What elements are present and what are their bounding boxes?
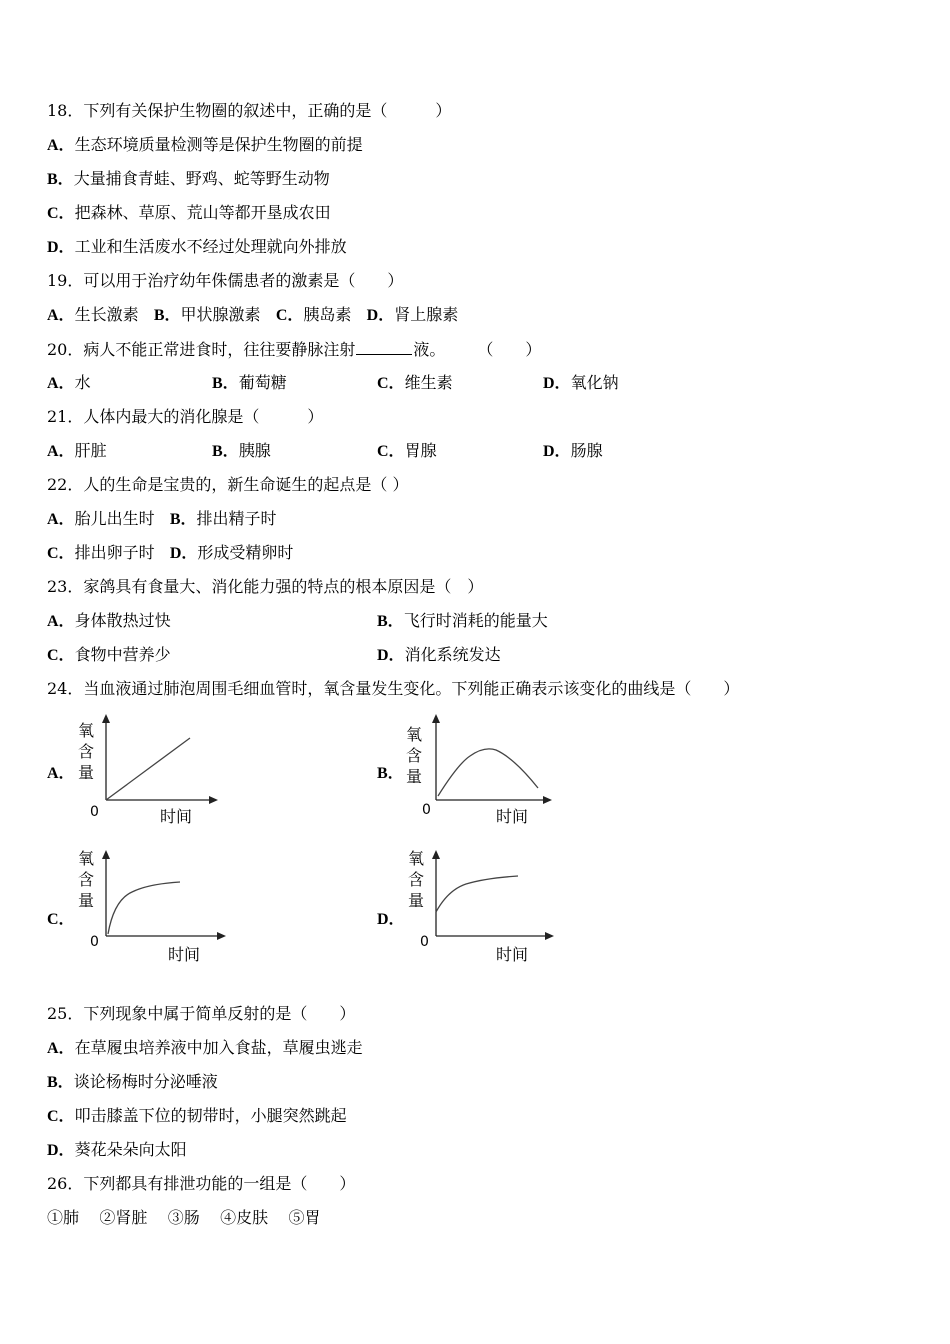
option-text: 水 — [74, 373, 91, 392]
option-letter: C． — [47, 205, 75, 222]
fill-blank — [356, 339, 412, 355]
origin-label: 0 — [422, 802, 431, 818]
option-letter: D． — [47, 239, 75, 256]
option-text: 胃腺 — [404, 441, 437, 460]
option-letter: C． — [47, 1108, 75, 1125]
y-label-char: 含 — [78, 870, 95, 889]
option-text: 排出卵子时 — [74, 543, 155, 562]
graph-b — [402, 712, 562, 832]
q20-option-c — [377, 373, 453, 393]
y-label-char: 含 — [406, 746, 423, 765]
list-item: ③肠 — [167, 1208, 200, 1227]
question-23-stem: 23．家鸽具有食量大、消化能力强的特点的根本原因是（ ） — [47, 577, 484, 596]
question-19-stem: 19．可以用于治疗幼年侏儒患者的激素是（ ） — [47, 271, 404, 290]
option-text: 氧化钠 — [570, 373, 619, 392]
q25-option-d — [47, 1140, 187, 1160]
option-letter: B． — [169, 511, 197, 528]
option-text: 形成受精卵时 — [197, 543, 294, 562]
option-text: 工业和生活废水不经过处理就向外排放 — [74, 237, 347, 256]
q20-option-a — [47, 373, 91, 393]
y-label-char: 量 — [408, 891, 425, 910]
graph-d — [402, 842, 562, 970]
q23-option-d — [377, 645, 501, 665]
q21-option-d — [543, 441, 603, 461]
option-text: 把森林、草原、荒山等都开垦成农田 — [74, 203, 331, 222]
curve-a — [106, 738, 190, 800]
y-label-char: 量 — [78, 763, 95, 782]
curve-c — [108, 882, 180, 934]
option-letter: D． — [169, 545, 198, 562]
option-letter: B． — [153, 307, 181, 324]
option-letter: B． — [212, 375, 239, 392]
option-text: 胰腺 — [238, 441, 271, 460]
q23-option-c — [47, 645, 171, 665]
option-text: 胰岛素 — [303, 305, 352, 324]
option-text: 生态环境质量检测等是保护生物圈的前提 — [74, 135, 363, 154]
q20-option-b — [212, 373, 287, 393]
option-letter: C． — [377, 375, 405, 392]
question-20-stem — [47, 339, 541, 359]
y-label-char: 氧 — [406, 725, 423, 744]
option-text: 谈论杨梅时分泌唾液 — [73, 1072, 218, 1091]
question-21-stem: 21．人体内最大的消化腺是（ ） — [47, 407, 324, 426]
question-24-stem: 24．当血液通过肺泡周围毛细血管时，氧含量发生变化。下列能正确表示该变化的曲线是（ ） — [47, 679, 740, 698]
option-letter: C． — [47, 647, 75, 664]
origin-label: 0 — [90, 804, 99, 820]
option-letter: D． — [543, 375, 571, 392]
list-item: ⑤胃 — [288, 1208, 321, 1227]
option-letter: A． — [47, 1040, 75, 1057]
option-letter: D． — [377, 647, 405, 664]
option-letter: C． — [47, 545, 75, 562]
q21-option-a — [47, 441, 107, 461]
option-letter: B． — [377, 613, 404, 630]
graph-c-letter: C． — [47, 911, 75, 928]
option-text: 身体散热过快 — [74, 611, 171, 630]
option-letter: B． — [47, 1074, 74, 1091]
q25-option-b — [47, 1072, 218, 1092]
graph-d-letter: D． — [377, 911, 405, 928]
x-label: 时间 — [496, 807, 529, 826]
graph-a — [72, 712, 232, 832]
option-text: 飞行时消耗的能量大 — [403, 611, 548, 630]
x-label: 时间 — [160, 807, 193, 826]
y-label-char: 氧 — [408, 849, 425, 868]
q21-option-c — [377, 441, 437, 461]
q18-option-d — [47, 237, 347, 257]
option-letter: A． — [47, 375, 75, 392]
option-text: 胎儿出生时 — [74, 509, 155, 528]
option-letter: B． — [47, 171, 74, 188]
y-label-char: 含 — [78, 742, 95, 761]
option-text: 肠腺 — [570, 441, 603, 460]
y-label-char: 含 — [408, 870, 425, 889]
q23-option-b — [377, 611, 548, 631]
question-18-stem: 18．下列有关保护生物圈的叙述中，正确的是（ ） — [47, 101, 452, 120]
x-label: 时间 — [496, 945, 529, 964]
option-text: 叩击膝盖下位的韧带时，小腿突然跳起 — [74, 1106, 347, 1125]
list-item: ②肾脏 — [99, 1208, 148, 1227]
curve-d — [436, 876, 518, 912]
graph-c — [72, 842, 232, 970]
q21-option-b — [212, 441, 271, 461]
q22-options-row-1 — [47, 509, 277, 529]
question-26-stem: 26．下列都具有排泄功能的一组是（ ） — [47, 1174, 356, 1193]
graph-a-letter: A． — [47, 765, 75, 782]
option-letter: D． — [47, 1142, 75, 1159]
option-letter: A． — [47, 511, 75, 528]
option-text: 维生素 — [404, 373, 453, 392]
option-letter: B． — [212, 443, 239, 460]
q23-option-a — [47, 611, 171, 631]
q18-option-c — [47, 203, 331, 223]
option-text: 排出精子时 — [196, 509, 277, 528]
q22-options-row-2 — [47, 543, 293, 563]
q18-option-b — [47, 169, 330, 189]
origin-label: 0 — [420, 934, 429, 950]
option-letter: A． — [47, 137, 75, 154]
y-label-char: 氧 — [78, 721, 95, 740]
option-text: 食物中营养少 — [74, 645, 171, 664]
list-item: ④皮肤 — [220, 1208, 269, 1227]
option-text: 肾上腺素 — [394, 305, 459, 324]
list-item: ①肺 — [47, 1208, 80, 1227]
option-text: 在草履虫培养液中加入食盐，草履虫逃走 — [74, 1038, 363, 1057]
q18-option-a — [47, 135, 363, 155]
stem-text: 20．病人不能正常进食时，往往要静脉注射 — [47, 340, 356, 359]
stem-text: 液。 （ ） — [413, 340, 542, 359]
option-text: 葡萄糖 — [238, 373, 287, 392]
option-letter: D． — [543, 443, 571, 460]
option-text: 甲状腺激素 — [180, 305, 261, 324]
option-text: 消化系统发达 — [404, 645, 501, 664]
option-text: 肝脏 — [74, 441, 107, 460]
option-letter: A． — [47, 307, 75, 324]
q26-items-row — [47, 1208, 320, 1228]
option-letter: D． — [366, 307, 395, 324]
q20-option-d — [543, 373, 619, 393]
option-letter: A． — [47, 613, 75, 630]
y-label-char: 量 — [78, 891, 95, 910]
option-text: 生长激素 — [74, 305, 139, 324]
q25-option-a — [47, 1038, 363, 1058]
q19-options-row — [47, 305, 458, 325]
curve-b — [438, 749, 538, 796]
option-letter: A． — [47, 443, 75, 460]
option-text: 大量捕食青蛙、野鸡、蛇等野生动物 — [73, 169, 330, 188]
x-label: 时间 — [168, 945, 201, 964]
y-label-char: 氧 — [78, 849, 95, 868]
option-letter: C． — [377, 443, 405, 460]
option-text: 葵花朵朵向太阳 — [74, 1140, 187, 1159]
question-25-stem: 25．下列现象中属于简单反射的是（ ） — [47, 1004, 356, 1023]
q25-option-c — [47, 1106, 347, 1126]
question-22-stem: 22．人的生命是宝贵的，新生命诞生的起点是（ ） — [47, 475, 409, 494]
y-label-char: 量 — [406, 767, 423, 786]
option-letter: C． — [275, 307, 304, 324]
origin-label: 0 — [90, 934, 99, 950]
graph-b-letter: B． — [377, 765, 404, 782]
